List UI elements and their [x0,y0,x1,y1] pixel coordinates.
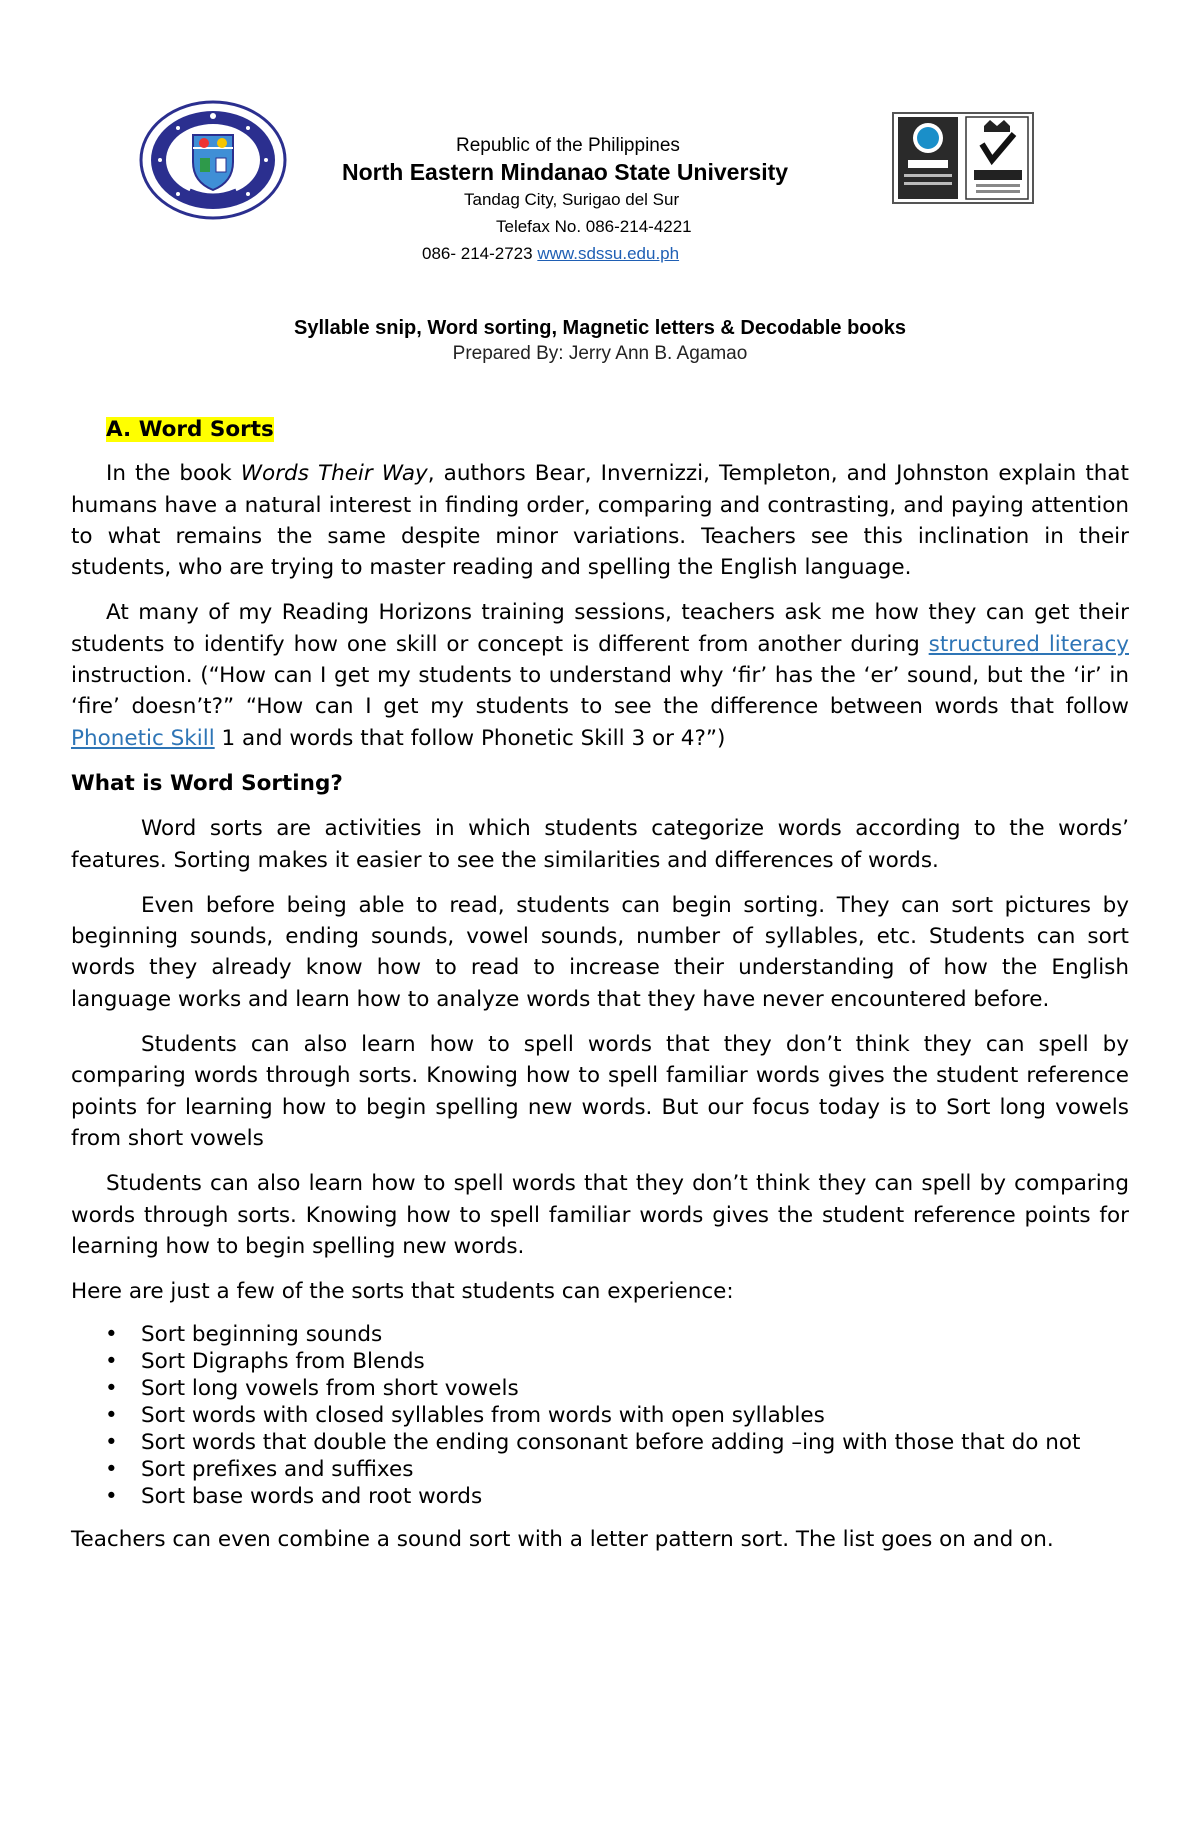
p1-intro: In the book [106,461,241,487]
city-line: Tandag City, Surigao del Sur [464,190,680,209]
republic-line: Republic of the Philippines [456,135,680,156]
website-link[interactable]: www.sdssu.edu.ph [537,244,680,263]
word-sorting-paragraph-4: Students can also learn how to spell words that they don’t think they can spell by comparing words through sorts. Knowing how to spell familiar words gives the student reference points for learning how to begin spelling new words. [71,1171,1129,1259]
list-item: • Sort words that double the ending consonant before adding –ing with those that do not [141,1429,1129,1456]
p2-part2: instruction. (“How can I get my students to understand why ‘fir’ has the ‘er’ sound, but the ‘ir’ in ‘fire’ doesn’t?” “How can I get my students to see the difference between words that follow [71,663,1129,720]
section-a-heading-row [71,414,1129,445]
list-item: • Sort prefixes and suffixes [141,1456,1129,1483]
section-a-paragraph-1 [71,458,1129,583]
iso-ukas-certification-icon [892,112,1034,204]
telefax-line: Telefax No. 086-214-4221 [496,217,692,236]
book-title: Words Their Way [240,461,428,487]
document-body [71,414,1129,1570]
phone-number: 086- 214-2723 [422,244,533,263]
section-a-paragraph-2 [71,597,1129,753]
sorts-list [71,1321,1129,1510]
word-sorting-paragraph-2: Even before being able to read, students can begin sorting. They can sort pictures by beginning sounds, ending sounds, vowel sounds, number of syllables, etc. Students can sort words they already know how to read to increase their understanding of how the English language works and learn how to analyze words that they have never encountered before. [71,892,1129,1012]
list-item: • Sort base words and root words [141,1483,1129,1510]
list-item: • Sort long vowels from short vowels [141,1375,1129,1402]
contact-line [340,240,860,267]
word-sorting-heading: What is Word Sorting? [71,770,343,796]
sorts-list-intro: Here are just a few of the sorts that students can experience: [71,1279,734,1305]
word-sorting-paragraph-3: Students can also learn how to spell words that they don’t think they can spell by comparing words through sorts. Knowing how to spell familiar words gives the student reference points for learning how to begin spelling new words. But our focus today is to Sort long vowels from short vowels [71,1032,1129,1151]
word-sorting-paragraph-1: Word sorts are activities in which students categorize words according to the words’ features. Sorting makes it easier to see the similarities and differences of words. [71,816,1129,873]
letterhead [340,132,860,267]
p2-part1: At many of my Reading Horizons training sessions, teachers ask me how they can get their students to identify how one skill or concept is different from another during [71,600,1129,657]
document-title: Syllable snip, Word sorting, Magnetic letters & Decodable books [294,317,906,339]
list-item: • Sort Digraphs from Blends [141,1348,1129,1375]
list-item: • Sort beginning sounds [141,1321,1129,1348]
title-block [0,315,1200,367]
phonetic-skill-link[interactable]: Phonetic Skill [71,725,215,751]
section-a-heading: A. Word Sorts [106,417,274,442]
p1-rest: , authors Bear, Invernizzi, Templeton, and Johnston explain that humans have a natural interest in finding order, comparing and contrasting, and paying attention to what remains the same despite minor variations. Teachers see this inclination in their students, who are trying to master reading and spelling the English language. [71,461,1129,581]
p2-part3: 1 and words that follow Phonetic Skill 3 or 4?”) [214,725,726,751]
document-author: Prepared By: Jerry Ann B. Agamao [452,343,748,364]
university-seal-icon [138,100,288,220]
closing-paragraph: Teachers can even combine a sound sort with a letter pattern sort. The list goes on and on. [71,1527,1054,1553]
university-name: North Eastern Mindanao State University [342,159,789,185]
structured-literacy-link[interactable]: structured literacy [928,631,1129,657]
list-item: • Sort words with closed syllables from words with open syllables [141,1402,1129,1429]
